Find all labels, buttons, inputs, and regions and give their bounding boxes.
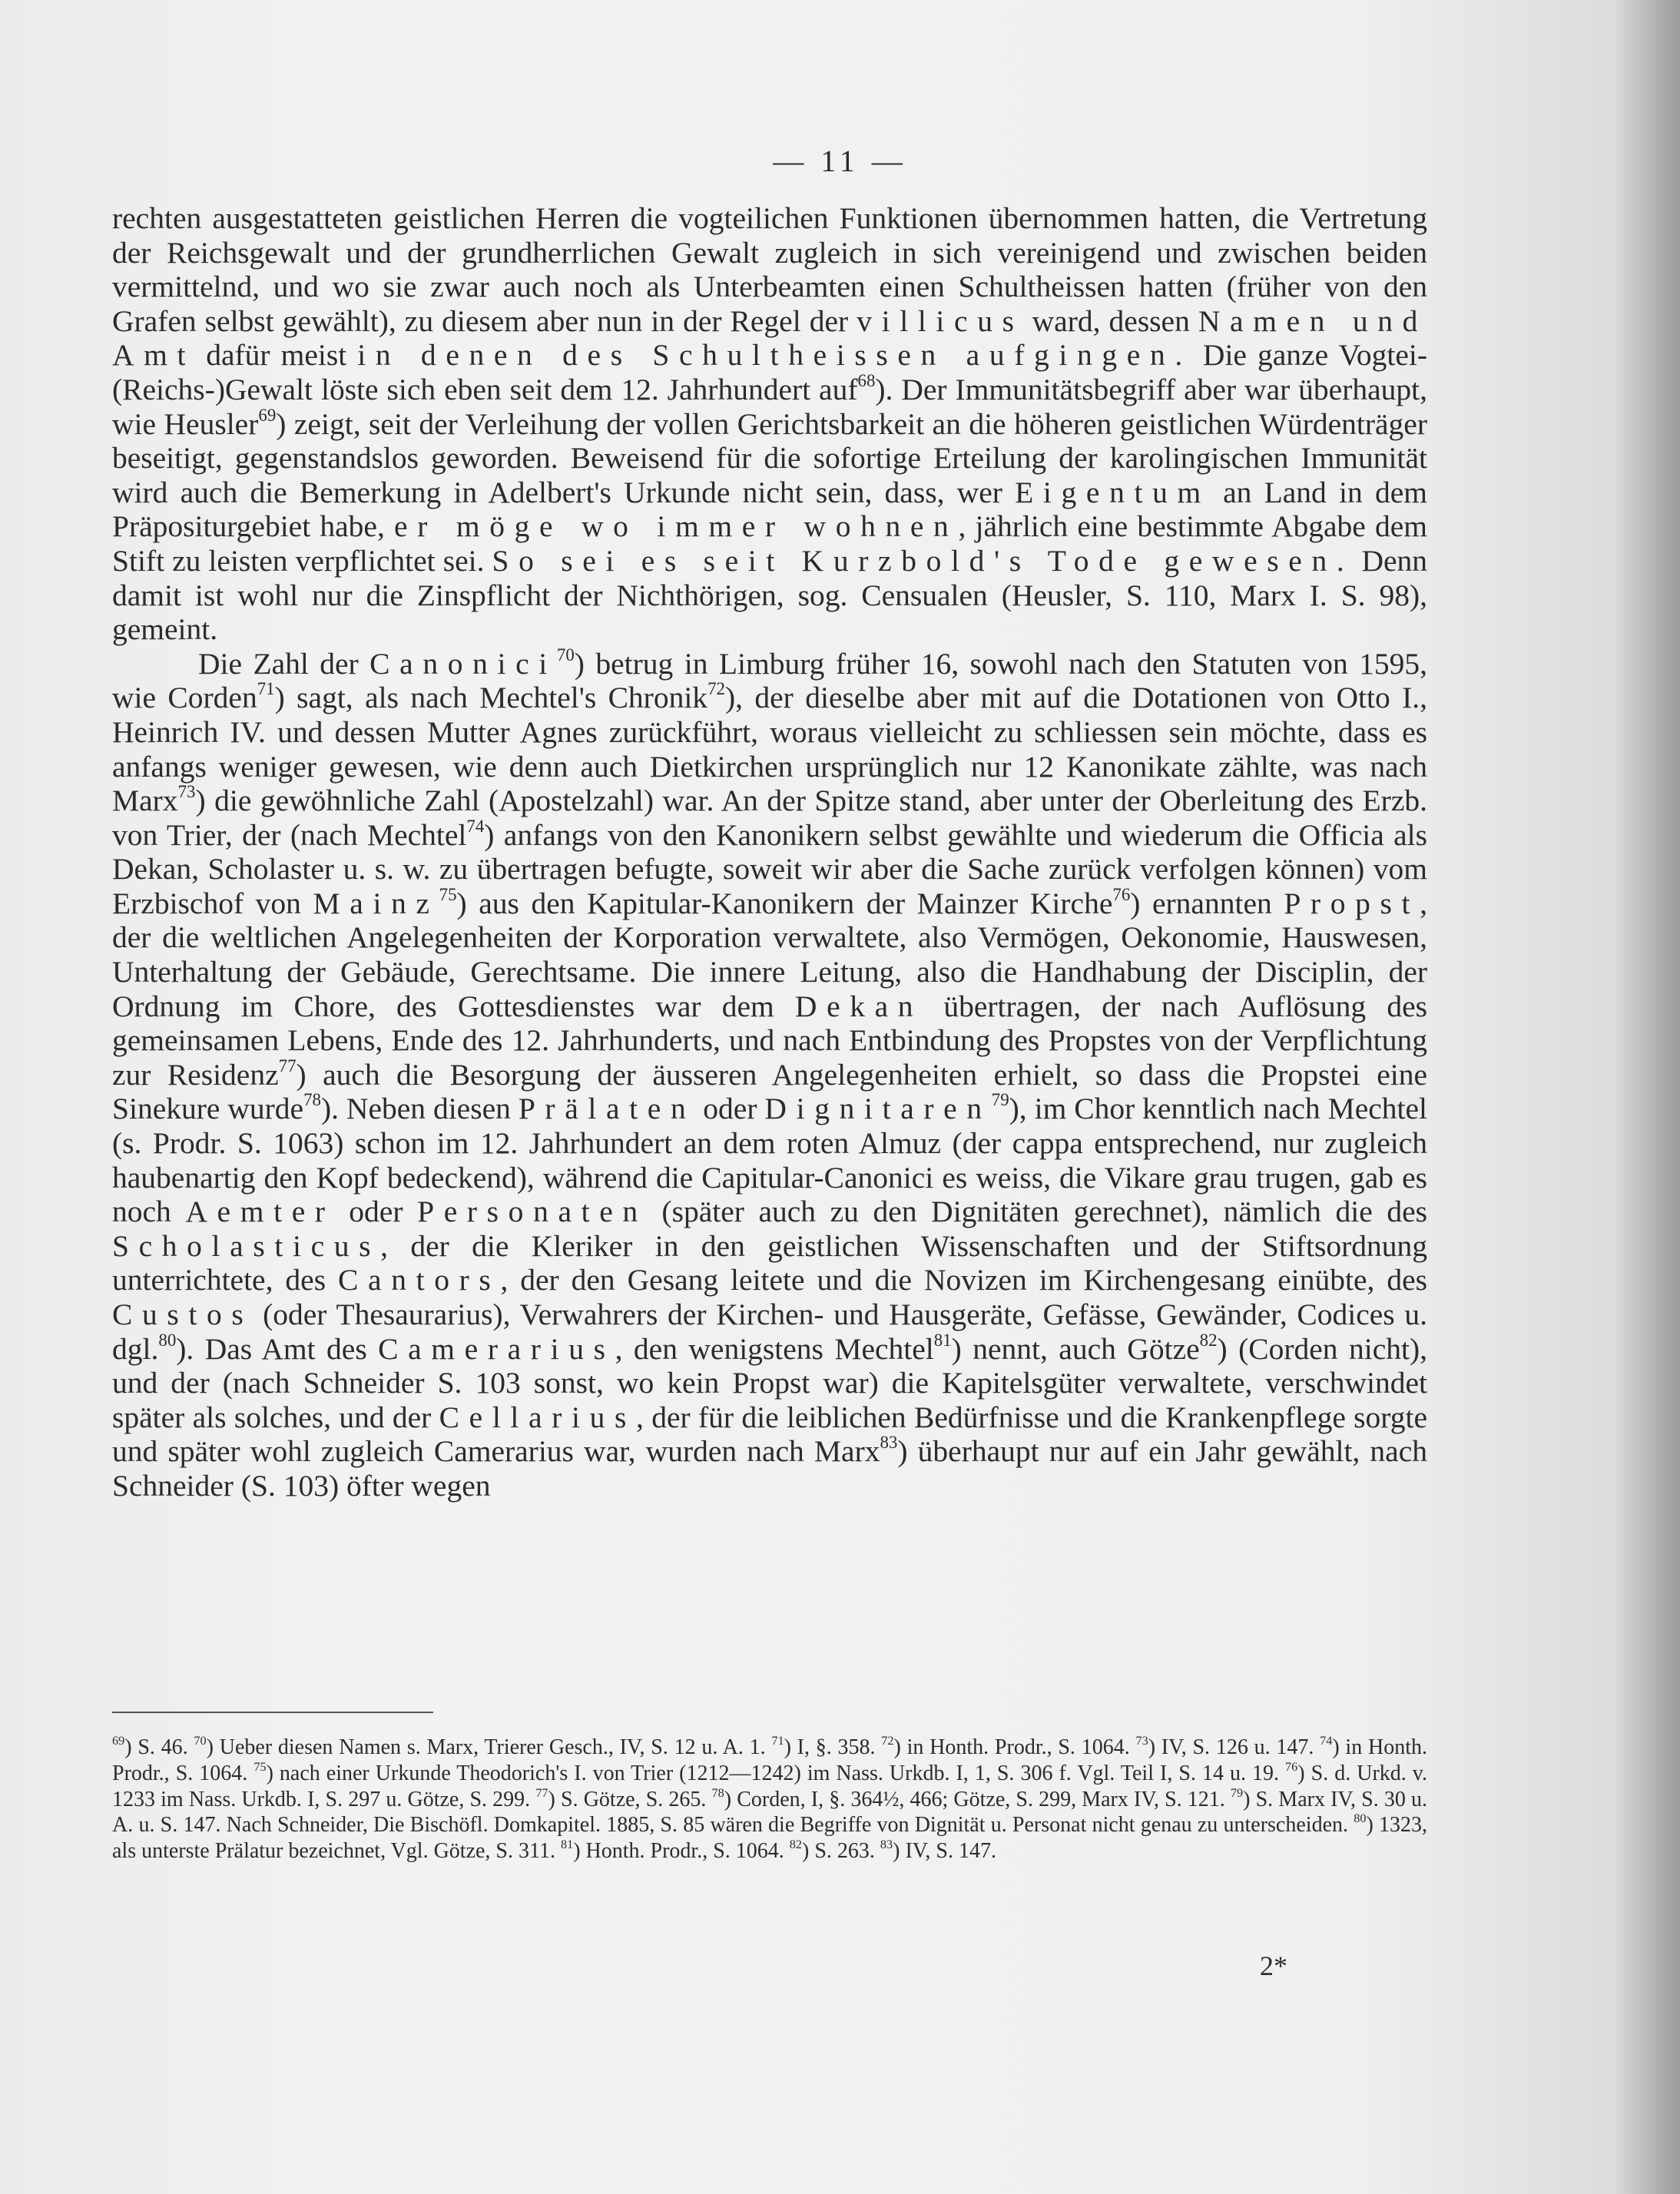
text-run: ) nach einer Urkunde Theodorich's I. von Trier (1212—1242) im Nass. Urkdb. I, 1, S. 306 f. Vgl. Teil I, S. 14 u. 19. [266, 1761, 1286, 1785]
text-run: (später auch zu den Dignitäten gerechnet), nämlich die des [647, 1195, 1428, 1229]
text-run: ) S. 263. [802, 1839, 880, 1864]
text-run: ). Das Amt des [176, 1331, 379, 1366]
text-run: ) IV, S. 126 u. 147. [1148, 1735, 1320, 1759]
text-run: ). Der Immunitätsbegriff aber war überhaupt, wie Heusler [112, 372, 1428, 441]
footnote-ref: 73 [1135, 1733, 1148, 1748]
spaced-emphasis: Custos [112, 1298, 253, 1331]
paragraph [112, 647, 1427, 1503]
footnote-ref: 82 [789, 1838, 802, 1852]
footnote-ref: 77 [535, 1785, 548, 1800]
footnote-ref: 81 [560, 1838, 574, 1852]
spaced-emphasis: So sei es seit Kurzbold's Tode gewesen. [492, 543, 1354, 578]
text-run: ) betrug in Limburg früher 16, sowohl nach den Statuten von 1595, wie Corden [112, 646, 1427, 715]
text-run: ) zeigt, seit der Verleihung der vollen Gerichtsbarkeit an die höheren geistlichen Würdenträger beseitigt, gegenstandslos geworden. Beweisend für die sofortige Erteilung der karolingischen Immunität wird auch die Bemerkung in Adelbert's Urkunde nicht sein, dass, wer [112, 406, 1427, 509]
footnote-ref: 75 [253, 1759, 267, 1774]
footnote-ref: 80 [158, 1330, 177, 1350]
text-run: , der die Kleriker in den geistlichen Wissenschaften und der Stiftsordnung unterrichtete, des [112, 1228, 1427, 1298]
printer-signature-mark: 2* [1260, 1950, 1287, 1981]
footnote-ref: 69 [112, 1733, 125, 1748]
text-run: ) anfangs von den Kanonikern selbst gewählte und wiederum die Officia als Dekan, Scholaster u. s. w. zu übertragen befugte, soweit wir aber die Sache zurück verfolgen können) vom Erzbischof von [112, 817, 1427, 920]
footnote-ref: 81 [933, 1330, 952, 1350]
footnote-divider [112, 1712, 433, 1713]
text-run: ), im Chor kenntlich nach Mechtel (s. Prodr. S. 1063) schon im 12. Jahrhundert an dem roten Almuz (der cappa entsprechend, nur zugleich haubenartig den Kopf bedeckend), während die Capitular-Canonici es weiss, die Vikare grau trugen, gab es noch [112, 1092, 1428, 1229]
footnote-ref: 83 [880, 1838, 893, 1852]
spaced-emphasis: Aemter [185, 1195, 335, 1229]
page-number: — 11 — [773, 144, 907, 178]
spaced-emphasis: Cantors [338, 1263, 501, 1298]
footnote-ref: 69 [258, 405, 277, 425]
spaced-emphasis: Canonici [369, 646, 557, 681]
text-run: ) sagt, als nach Mechtel's Chronik [274, 681, 708, 715]
text-run: (oder Thesaurarius), Verwahrers der Kirchen- und Hausgeräte, Gefässe, Gewänder, Codices u. dgl. [112, 1298, 1427, 1366]
text-run: ) 1323, als unterste Prälatur bezeichnet, Vgl. Götze, S. 311. [112, 1813, 1427, 1864]
text-run: ), der dieselbe aber mit auf die Dotationen von Otto I., Heinrich IV. und dessen Mutter Agnes zurückführt, woraus vielleicht zu schliessen sein möchte, dass es anfangs weniger gewesen, wie denn auch Dietkirchen ursprünglich nur 12 Kanonikate zählte, was nach Marx [112, 681, 1427, 818]
spaced-emphasis: Namen und Amt [112, 303, 1427, 373]
spaced-emphasis: Propst [1284, 886, 1420, 920]
footnote-ref: 76 [1285, 1759, 1298, 1774]
footnote-ref: 68 [857, 370, 876, 390]
footnote-ref: 83 [880, 1433, 898, 1453]
footnote-ref: 72 [707, 679, 725, 699]
spaced-emphasis: Dignitaren [764, 1092, 992, 1126]
text-run: , jährlich eine bestimmte Abgabe dem Stift zu leisten verpflichtet sei. [112, 509, 1427, 578]
spaced-emphasis: Personaten [417, 1195, 648, 1229]
main-text [112, 201, 1427, 1503]
spaced-emphasis: in denen des Schultheissen aufgingen. [357, 338, 1192, 373]
text-run: ) S. d. Urkd. v. 1233 im Nass. Urkdb. I, S. 297 u. Götze, S. 299. [112, 1761, 1427, 1811]
text-run: Die Zahl der [198, 646, 370, 681]
footnote-ref: 70 [556, 645, 575, 664]
footnote-ref: 78 [711, 1785, 724, 1800]
footnote-ref: 74 [1320, 1733, 1333, 1748]
spaced-emphasis: er möge wo immer wohnen [394, 509, 959, 544]
text-run: ) auch die Besorgung der äusseren Angelegenheiten erhielt, so dass die Propstei eine Sinekure wurde [112, 1057, 1427, 1126]
text-run: ) aus den Kapitular-Kanonikern der Mainzer Kirche [456, 886, 1113, 920]
text-run: ) Corden, I, §. 364½, 466; Götze, S. 299, Marx IV, S. 121. [724, 1787, 1231, 1811]
footnote-ref: 77 [278, 1056, 297, 1075]
spaced-emphasis: Dekan [794, 989, 923, 1023]
text-run: , der für die leiblichen Bedürfnisse und die Krankenpflege sorgte und später wohl zugleich Camerarius war, wurden nach Marx [112, 1400, 1427, 1469]
text-run: dafür meist [195, 338, 358, 373]
footnote-ref: 72 [881, 1733, 894, 1748]
text-run: ) die gewöhnliche Zahl (Apostelzahl) war. An der Spitze stand, aber unter der Oberleitung des Erzb. von Trier, der (nach Mechtel [112, 784, 1427, 852]
footnote-ref: 79 [991, 1090, 1009, 1110]
text-run: ) in Honth. Prodr., S. 1064. [893, 1735, 1136, 1759]
spaced-emphasis: Cellarius [439, 1400, 637, 1434]
footnote-ref: 75 [439, 884, 457, 904]
text-run: an Land in dem Präpositurgebiet habe, [112, 475, 1427, 544]
text-run: oder [695, 1092, 765, 1126]
footnotes [112, 1735, 1427, 1864]
text-run: ) I, §. 358. [784, 1735, 882, 1759]
text-run: ) Ueber diesen Namen s. Marx, Trierer Gesch., IV, S. 12 u. A. 1. [206, 1735, 772, 1759]
text-run: ) S. Marx IV, S. 30 u. A. u. S. 147. Nach Schneider, Die Bischöfl. Domkapitel. 1885, S. 85 wären die Begriffe von Dignität u. Personat nicht genau zu unterscheiden. [112, 1787, 1427, 1838]
footnote-ref: 73 [177, 781, 196, 801]
spaced-emphasis: Eigentum [1015, 475, 1211, 509]
text-run: ) nennt, auch Götze [951, 1331, 1200, 1366]
text-run: , den wenigstens Mechtel [615, 1331, 934, 1366]
spaced-emphasis: Mainz [313, 886, 439, 920]
text-run: ) Honth. Prodr., S. 1064. [573, 1839, 790, 1864]
text-run: rechten ausgestatteten geistlichen Herren die vogteilichen Funktionen übernommen hatten, die Vertretung der Reichsgewalt und der grundherrlichen Gewalt zugleich in sich vereinigend und zwischen beiden vermittelnd, und wo sie zwar auch noch als Unterbeamten einen Schultheissen hatten (früher von den Grafen selbst gewählt), zu diesem aber nun in der Regel der [112, 201, 1427, 338]
spaced-emphasis: villicus [857, 303, 1024, 338]
text-run: ) überhaupt nur auf ein Jahr gewählt, nach Schneider (S. 103) öfter wegen [112, 1434, 1427, 1503]
text-run: übertragen, der nach Auflösung des gemeinsamen Lebens, Ende des 12. Jahrhunderts, und nach Entbindung des Propstes von der Verpflichtung zur Residenz [112, 989, 1427, 1092]
footnote-ref: 79 [1230, 1785, 1244, 1800]
text-run: ) in Honth. Prodr., S. 1064. [112, 1735, 1427, 1785]
text-run: Die ganze Vogtei-(Reichs-)Gewalt löste sich eben seit dem 12. Jahrhundert auf [112, 338, 1428, 406]
footnote-ref: 71 [257, 679, 275, 699]
footnote-ref: 70 [194, 1733, 207, 1748]
footnote-ref: 82 [1199, 1330, 1218, 1350]
text-run: oder [334, 1195, 418, 1229]
spaced-emphasis: Scholasticus [112, 1228, 381, 1263]
text-run: ). Neben diesen [320, 1092, 519, 1126]
spaced-emphasis: Prälaten [518, 1092, 696, 1126]
text-run: ) ernannten [1130, 886, 1284, 920]
text-run: ward, dessen [1023, 303, 1198, 338]
text-run: , der den Gesang leitete und die Novizen im Kirchengesang einübte, des [500, 1263, 1427, 1298]
footnote-ref: 76 [1112, 884, 1131, 904]
text-run: ) S. 46. [124, 1735, 194, 1759]
footnote-ref: 71 [771, 1733, 784, 1748]
footnote-ref: 74 [466, 816, 485, 836]
paragraph [112, 201, 1427, 647]
text-run: ) (Corden nicht), und der (nach Schneider S. 103 sonst, wo kein Propst war) die Kapitelsgüter verwaltete, verschwindet später als solches, und der [112, 1331, 1427, 1434]
text-run: , der die weltlichen Angelegenheiten der Korporation verwaltete, also Vermögen, Oekonomie, Hauswesen, Unterhaltung der Gebäude, Gerechtsame. Die innere Leitung, also die Handhabung der Disciplin, der Ordnung im Chore, des Gottesdienstes war dem [112, 886, 1427, 1023]
footnote-ref: 78 [303, 1090, 321, 1110]
text-run: ) S. Götze, S. 265. [548, 1787, 712, 1811]
footnote-ref: 80 [1354, 1811, 1367, 1826]
text-run: Denn damit ist wohl nur die Zinspflicht der Nichthörigen, sog. Censualen (Heusler, S. 110, Marx I. S. 98), gemeint. [112, 543, 1428, 647]
spaced-emphasis: Camerarius [378, 1331, 615, 1366]
text-run: ) IV, S. 147. [893, 1839, 996, 1864]
